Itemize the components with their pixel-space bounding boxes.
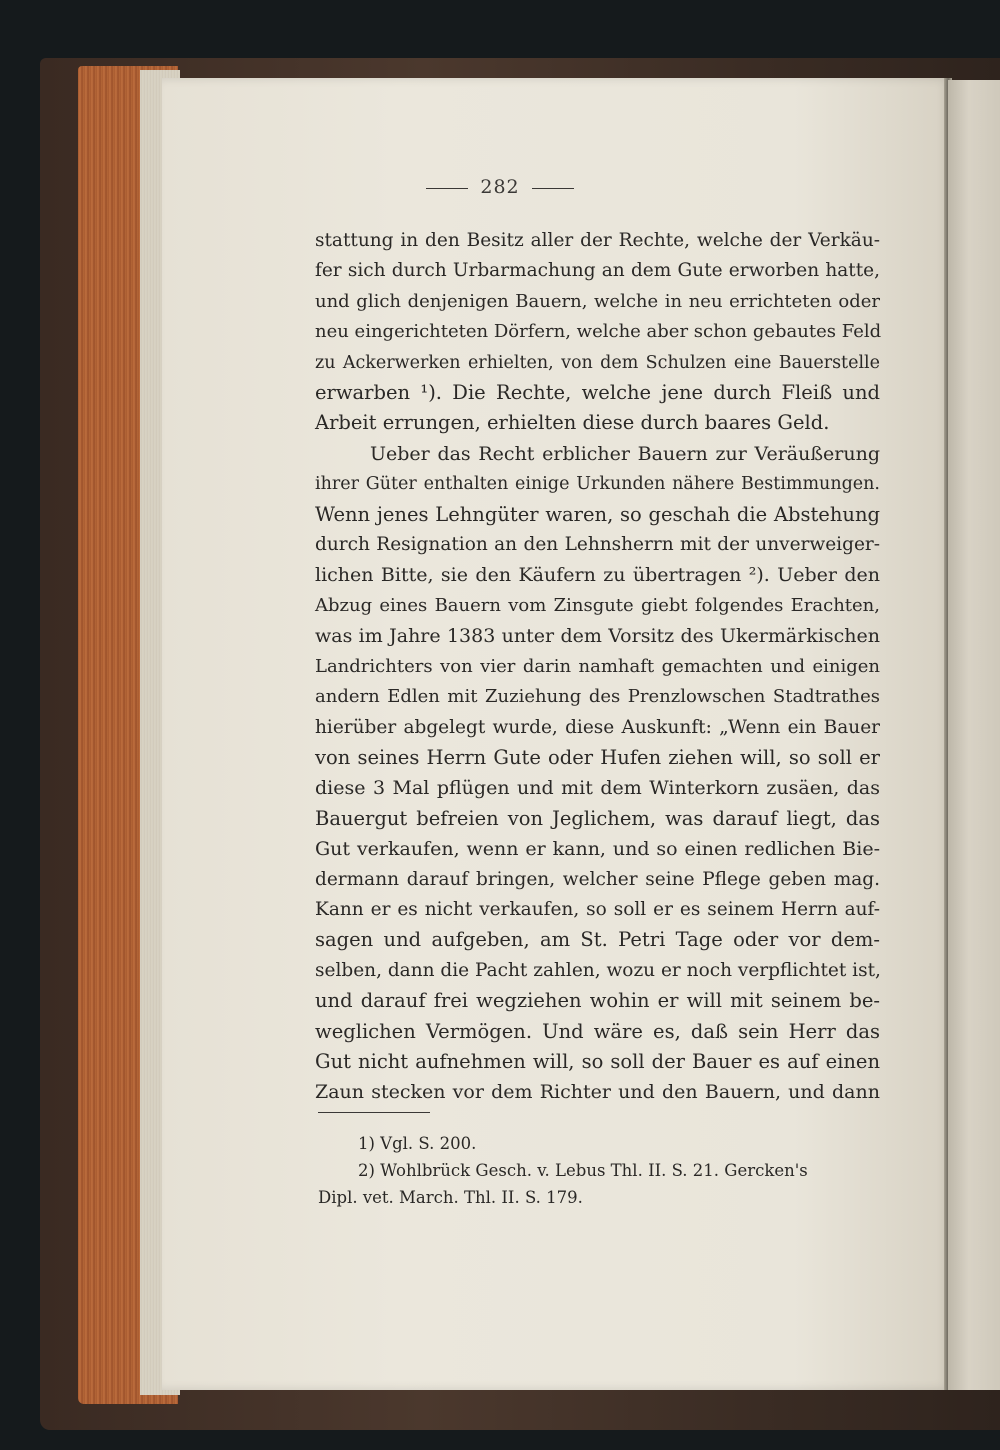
text-line: zu Ackerwerken erhielten, von dem Schulzen eine Bauerstelle (315, 352, 880, 373)
text-line: andern Edlen mit Zuziehung des Prenzlowschen Stadtrathes (315, 686, 880, 708)
text-line: von seines Herrn Gute oder Hufen ziehen will, so soll er (315, 745, 880, 769)
text-line: Wenn jenes Lehngüter waren, so geschah die Abstehung (315, 502, 880, 526)
page-header (0, 176, 1000, 198)
text-line: fer sich durch Urbarmachung an dem Gute erworben hatte, (315, 260, 880, 282)
text-line: hierüber abgelegt wurde, diese Auskunft: „Wenn ein Bauer (315, 716, 880, 738)
text-line: Ueber das Recht erblicher Bauern zur Veräußerung (370, 442, 880, 465)
footnote-2-continued: Dipl. vet. March. Thl. II. S. 179. (318, 1188, 583, 1207)
body-text (315, 226, 880, 1108)
text-line: Arbeit errungen, erhielten diese durch baares Geld. (315, 411, 830, 435)
text-line: und glich denjenigen Bauern, welche in neu errichteten oder (315, 290, 880, 312)
text-line: durch Resignation an den Lehnsherrn mit der unverweiger- (315, 534, 880, 556)
text-line: Gut nicht aufnehmen will, so soll der Bauer es auf einen (315, 1049, 880, 1073)
text-line: Gut verkaufen, wenn er kann, und so einen redlichen Bie- (315, 838, 880, 861)
text-line: Abzug eines Bauern vom Zinsgute giebt folgendes Erachten, (315, 594, 880, 616)
text-line: was im Jahre 1383 unter dem Vorsitz des Ukermärkischen (315, 625, 880, 648)
text-line: weglichen Vermögen. Und wäre es, daß sein Herr das (315, 1019, 880, 1043)
header-dash-right (532, 188, 574, 189)
text-line: und darauf frei wegziehen wohin er will mit seinem be- (315, 989, 880, 1013)
text-line: Landrichters von vier darin namhaft gemachten und einigen (315, 655, 880, 677)
text-line: sagen und aufgeben, am St. Petri Tage oder vor dem- (315, 928, 880, 952)
text-line: stattung in den Besitz aller der Rechte, welche der Verkäu- (315, 230, 880, 251)
next-page-edge (948, 80, 1000, 1390)
footnote-1: 1) Vgl. S. 200. (358, 1134, 477, 1153)
page-number: 282 (480, 176, 520, 198)
text-line: Zaun stecken vor dem Richter und den Bauern, und dann (315, 1081, 880, 1104)
text-line: ihrer Güter enthalten einige Urkunden nähere Bestimmungen. (315, 474, 880, 495)
text-line: erwarben ¹). Die Rechte, welche jene durch Fleiß und (315, 381, 880, 405)
text-line: Kann er es nicht verkaufen, so soll er es seinem Herrn auf- (315, 898, 880, 920)
text-line: Bauergut befreien von Jeglichem, was darauf liegt, das (315, 806, 880, 830)
footnote-rule (318, 1112, 430, 1113)
text-line: diese 3 Mal pflügen und mit dem Winterkorn zusäen, das (315, 777, 880, 800)
text-line: neu eingerichteten Dörfern, welche aber schon gebautes Feld (315, 321, 882, 343)
footnote-2: 2) Wohlbrück Gesch. v. Lebus Thl. II. S. 21. Gercken's (358, 1161, 808, 1180)
text-line: selben, dann die Pacht zahlen, wozu er noch verpflichtet ist, (315, 959, 881, 981)
footnotes (318, 1130, 878, 1211)
header-dash-left (426, 188, 468, 189)
text-line: dermann darauf bringen, welcher seine Pflege geben mag. (315, 868, 880, 890)
text-line: lichen Bitte, sie den Käufern zu übertragen ²). Ueber den (315, 564, 880, 587)
